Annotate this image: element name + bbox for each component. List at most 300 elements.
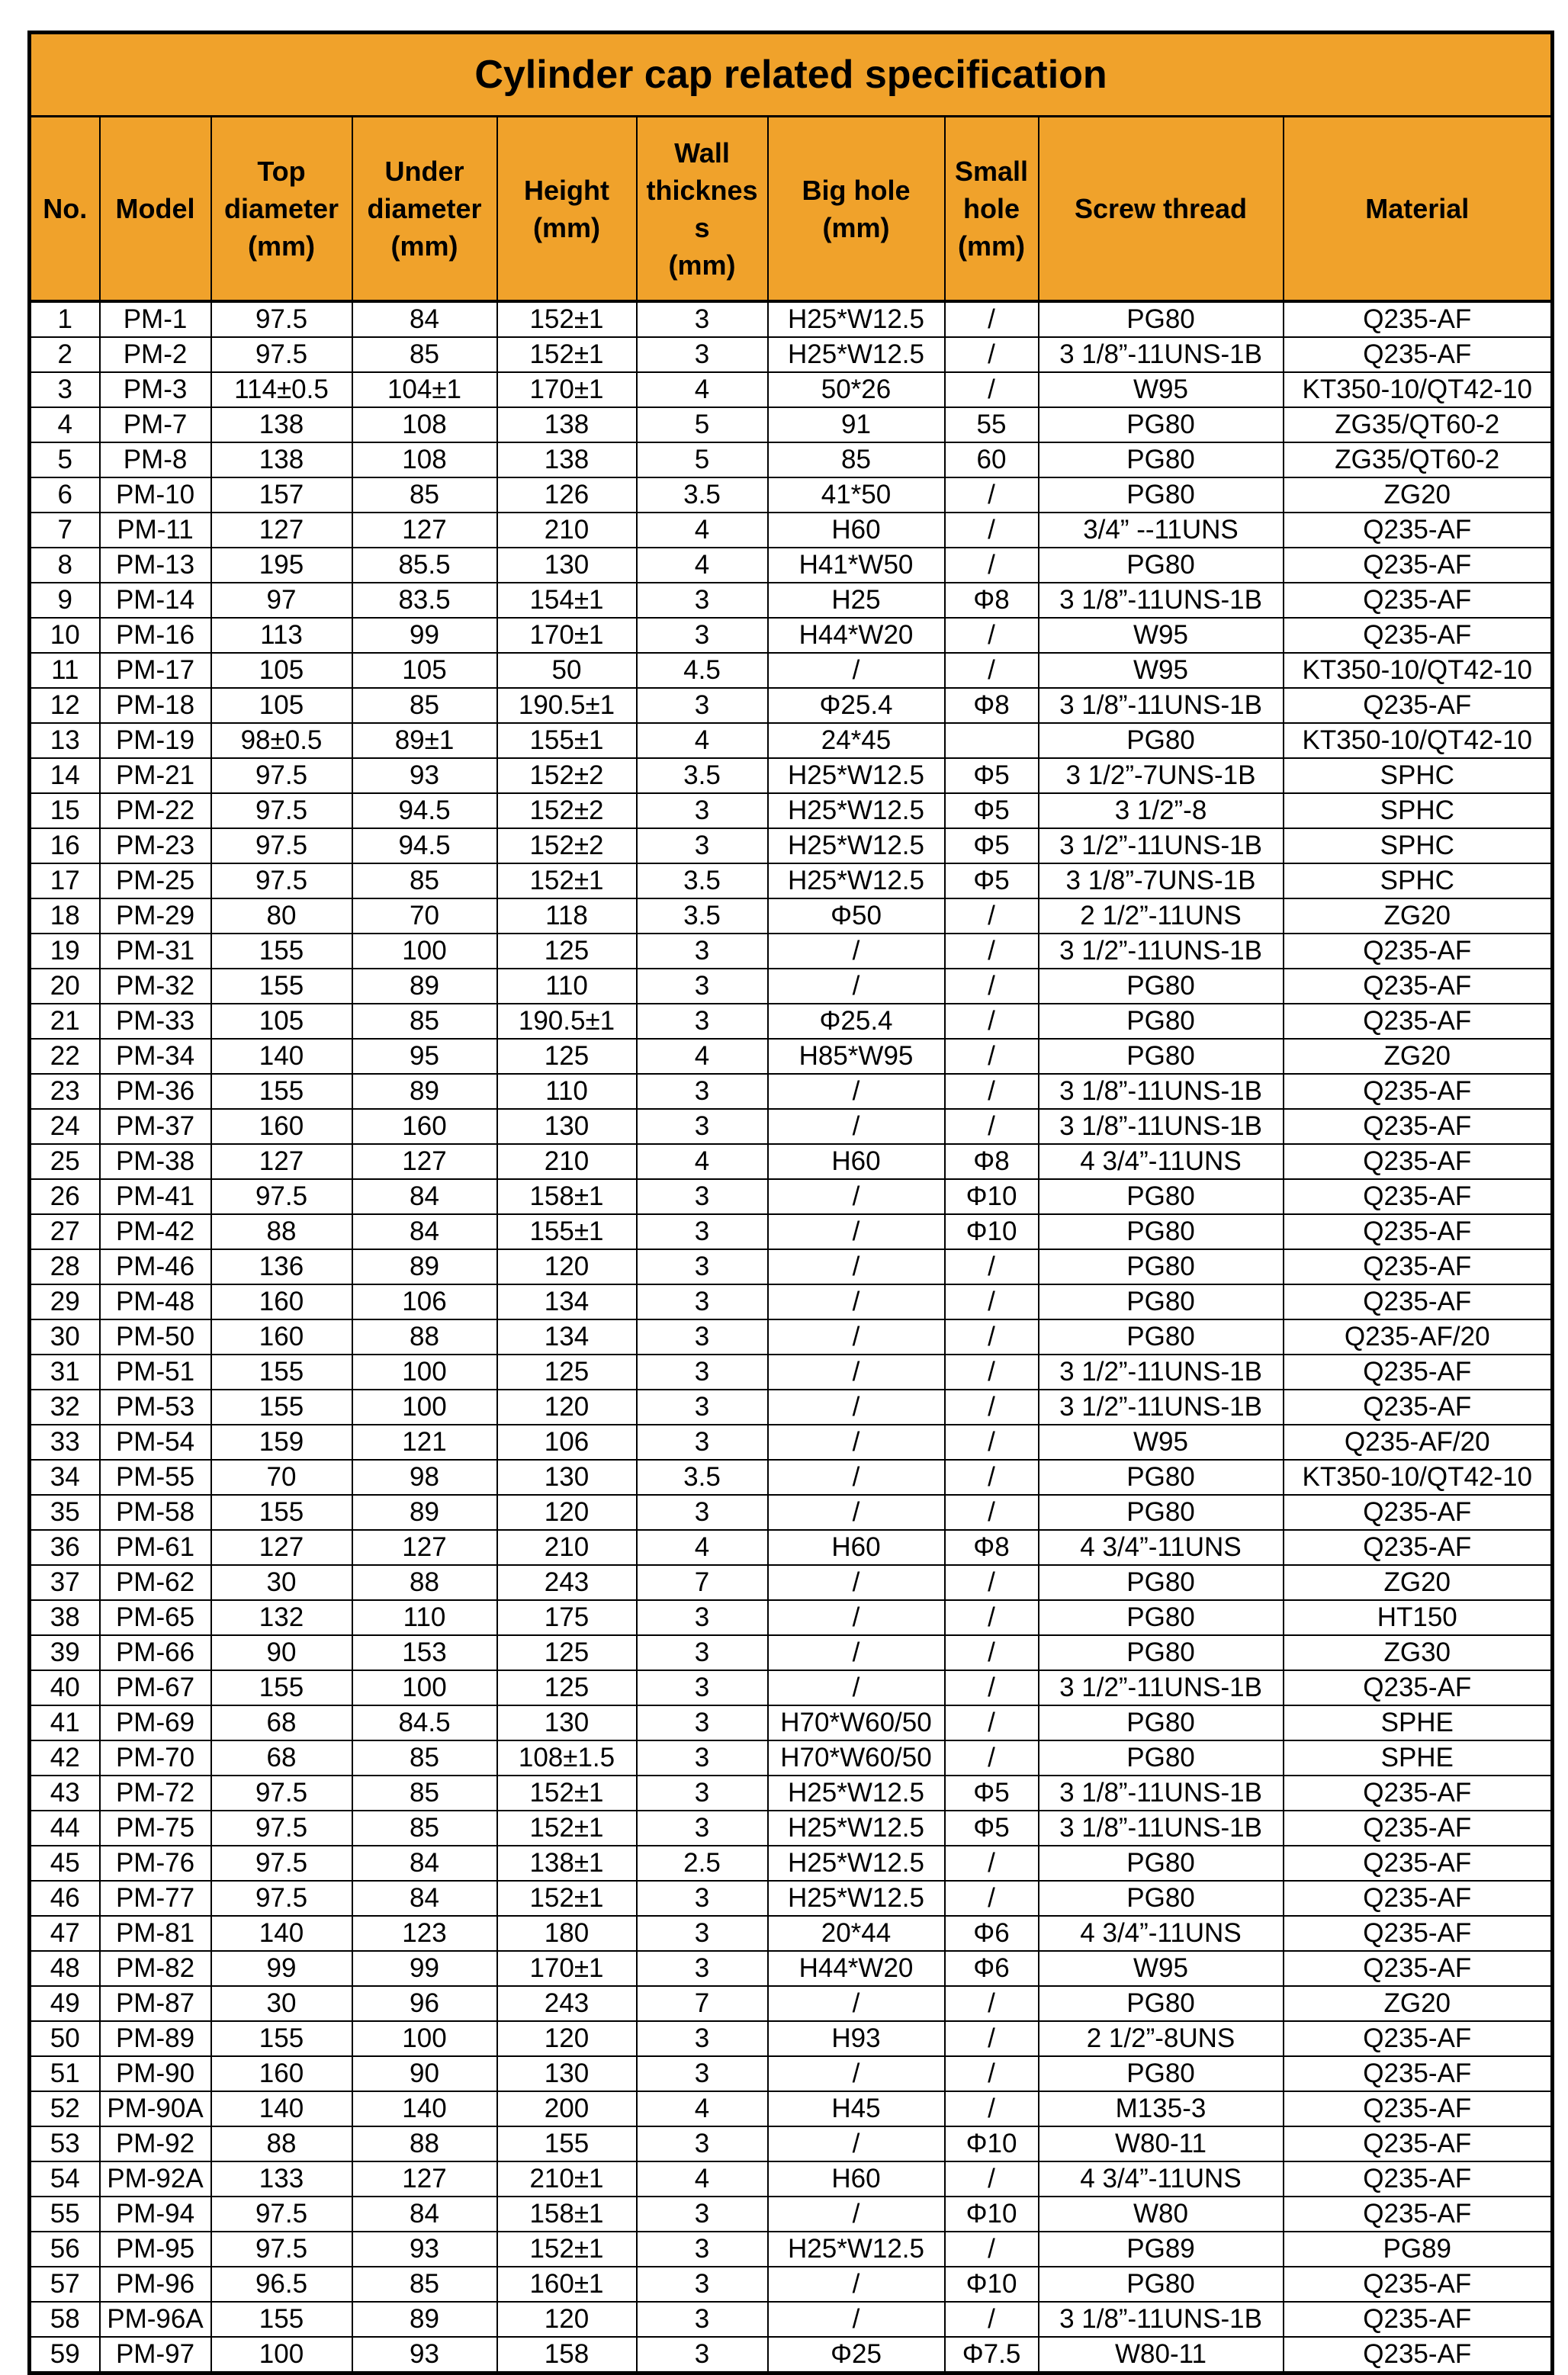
cell-big-hole: H70*W60/50 [768, 1740, 945, 1776]
cell-no: 37 [30, 1565, 100, 1600]
cell-top-diameter: 97.5 [211, 863, 352, 898]
cell-wall-thickness: 3.5 [637, 863, 768, 898]
table-row [30, 2267, 1553, 2302]
cell-screw-thread: 3/4” --11UNS [1039, 513, 1284, 548]
cell-material: Q235-AF [1284, 1916, 1553, 1951]
cell-material: Q235-AF [1284, 1355, 1553, 1390]
cell-under-diameter: 96 [352, 1986, 497, 2021]
cell-under-diameter: 88 [352, 2126, 497, 2161]
column-header-line: (mm) [248, 230, 315, 262]
cell-wall-thickness: 3 [637, 1951, 768, 1986]
cell-screw-thread: 4 3/4”-11UNS [1039, 2161, 1284, 2197]
cell-top-diameter: 155 [211, 1495, 352, 1530]
cell-small-hole: Φ8 [945, 583, 1039, 618]
cell-no: 43 [30, 1776, 100, 1811]
cell-small-hole: / [945, 2302, 1039, 2337]
cell-big-hole: H60 [768, 1144, 945, 1179]
cell-no: 45 [30, 1846, 100, 1881]
cell-no: 56 [30, 2232, 100, 2267]
cell-model: PM-90 [100, 2056, 211, 2091]
cell-small-hole: / [945, 653, 1039, 688]
cell-under-diameter: 93 [352, 758, 497, 793]
cell-no: 18 [30, 898, 100, 934]
cell-height: 152±1 [497, 1776, 637, 1811]
cell-model: PM-16 [100, 618, 211, 653]
cell-model: PM-69 [100, 1705, 211, 1740]
cell-small-hole [945, 723, 1039, 758]
cell-screw-thread: PG80 [1039, 1565, 1284, 1600]
cell-material: Q235-AF/20 [1284, 1425, 1553, 1460]
table-row [30, 477, 1553, 513]
table-row [30, 407, 1553, 442]
cell-under-diameter: 100 [352, 1355, 497, 1390]
cell-wall-thickness: 5 [637, 407, 768, 442]
cell-small-hole: / [945, 1670, 1039, 1705]
cell-no: 38 [30, 1600, 100, 1635]
cell-model: PM-61 [100, 1530, 211, 1565]
cell-under-diameter: 85 [352, 2267, 497, 2302]
column-header-height [497, 117, 637, 302]
cell-screw-thread: PG80 [1039, 1705, 1284, 1740]
column-header-wall-thickness [637, 117, 768, 302]
cell-wall-thickness: 4 [637, 513, 768, 548]
table-row [30, 1705, 1553, 1740]
cell-big-hole: / [768, 1986, 945, 2021]
cell-model: PM-76 [100, 1846, 211, 1881]
cell-screw-thread: PG80 [1039, 1284, 1284, 1319]
cell-material: KT350-10/QT42-10 [1284, 653, 1553, 688]
cell-model: PM-10 [100, 477, 211, 513]
cell-wall-thickness: 3 [637, 1811, 768, 1846]
cell-no: 13 [30, 723, 100, 758]
cell-wall-thickness: 3 [637, 1425, 768, 1460]
cell-big-hole: / [768, 2126, 945, 2161]
cell-big-hole: H85*W95 [768, 1039, 945, 1074]
cell-no: 34 [30, 1460, 100, 1495]
cell-screw-thread: W95 [1039, 372, 1284, 407]
cell-small-hole: Φ6 [945, 1916, 1039, 1951]
cell-small-hole: Φ5 [945, 1811, 1039, 1846]
column-header-line: Screw thread [1074, 193, 1248, 224]
cell-small-hole: / [945, 969, 1039, 1004]
cell-under-diameter: 85 [352, 863, 497, 898]
cell-under-diameter: 70 [352, 898, 497, 934]
cell-top-diameter: 105 [211, 653, 352, 688]
table-row [30, 1635, 1553, 1670]
cell-screw-thread: PG80 [1039, 1460, 1284, 1495]
cell-model: PM-13 [100, 548, 211, 583]
cell-small-hole: / [945, 1635, 1039, 1670]
cell-under-diameter: 100 [352, 1670, 497, 1705]
cell-wall-thickness: 3.5 [637, 898, 768, 934]
cell-model: PM-34 [100, 1039, 211, 1074]
cell-small-hole: / [945, 1004, 1039, 1039]
cell-screw-thread: W80-11 [1039, 2337, 1284, 2373]
cell-small-hole: / [945, 1109, 1039, 1144]
cell-under-diameter: 85 [352, 1004, 497, 1039]
cell-small-hole: Φ5 [945, 758, 1039, 793]
cell-wall-thickness: 3 [637, 1179, 768, 1214]
table-row [30, 1109, 1553, 1144]
cell-top-diameter: 159 [211, 1425, 352, 1460]
cell-material: Q235-AF [1284, 2161, 1553, 2197]
cell-screw-thread: PG80 [1039, 1986, 1284, 2021]
cell-material: Q235-AF [1284, 688, 1553, 723]
cell-height: 138±1 [497, 1846, 637, 1881]
cell-material: Q235-AF/20 [1284, 1319, 1553, 1355]
cell-under-diameter: 93 [352, 2232, 497, 2267]
cell-model: PM-23 [100, 828, 211, 863]
cell-top-diameter: 113 [211, 618, 352, 653]
cell-no: 53 [30, 2126, 100, 2161]
cell-top-diameter: 155 [211, 2021, 352, 2056]
cell-material: ZG20 [1284, 1565, 1553, 1600]
table-row [30, 2337, 1553, 2373]
cell-wall-thickness: 3.5 [637, 758, 768, 793]
cell-under-diameter: 105 [352, 653, 497, 688]
cell-wall-thickness: 3 [637, 1881, 768, 1916]
table-row [30, 1740, 1553, 1776]
cell-under-diameter: 100 [352, 2021, 497, 2056]
cell-small-hole: / [945, 1425, 1039, 1460]
cell-material: ZG20 [1284, 477, 1553, 513]
table-row [30, 2126, 1553, 2161]
cell-model: PM-41 [100, 1179, 211, 1214]
table-row [30, 1600, 1553, 1635]
table-row [30, 513, 1553, 548]
cell-big-hole: 50*26 [768, 372, 945, 407]
cell-wall-thickness: 3 [637, 688, 768, 723]
cell-model: PM-46 [100, 1249, 211, 1284]
cell-screw-thread: 4 3/4”-11UNS [1039, 1144, 1284, 1179]
cell-model: PM-70 [100, 1740, 211, 1776]
cell-model: PM-42 [100, 1214, 211, 1249]
cell-under-diameter: 123 [352, 1916, 497, 1951]
cell-under-diameter: 84 [352, 1846, 497, 1881]
table-row [30, 1530, 1553, 1565]
cell-screw-thread: PG80 [1039, 548, 1284, 583]
cell-small-hole: / [945, 2021, 1039, 2056]
cell-model: PM-65 [100, 1600, 211, 1635]
cell-top-diameter: 155 [211, 1355, 352, 1390]
cell-wall-thickness: 5 [637, 442, 768, 477]
cell-no: 23 [30, 1074, 100, 1109]
column-header-line: No. [43, 193, 88, 224]
cell-top-diameter: 30 [211, 1565, 352, 1600]
cell-screw-thread: 3 1/8”-11UNS-1B [1039, 688, 1284, 723]
cell-wall-thickness: 3 [637, 793, 768, 828]
cell-no: 4 [30, 407, 100, 442]
cell-small-hole: / [945, 1249, 1039, 1284]
cell-top-diameter: 70 [211, 1460, 352, 1495]
cell-wall-thickness: 3 [637, 1776, 768, 1811]
cell-big-hole: H25*W12.5 [768, 828, 945, 863]
table-row [30, 1074, 1553, 1109]
cell-material: Q235-AF [1284, 1881, 1553, 1916]
cell-no: 52 [30, 2091, 100, 2126]
table-row [30, 2161, 1553, 2197]
cell-big-hole: Φ25.4 [768, 688, 945, 723]
cell-wall-thickness: 3 [637, 1495, 768, 1530]
cell-top-diameter: 157 [211, 477, 352, 513]
cell-top-diameter: 97.5 [211, 301, 352, 337]
cell-big-hole: H25*W12.5 [768, 301, 945, 337]
cell-small-hole: / [945, 1460, 1039, 1495]
cell-small-hole: / [945, 1881, 1039, 1916]
cell-screw-thread: 3 1/2”-7UNS-1B [1039, 758, 1284, 793]
cell-model: PM-75 [100, 1811, 211, 1846]
cell-screw-thread: PG80 [1039, 477, 1284, 513]
cell-wall-thickness: 3 [637, 1705, 768, 1740]
cell-material: PG89 [1284, 2232, 1553, 2267]
cell-wall-thickness: 3 [637, 969, 768, 1004]
cell-big-hole: H44*W20 [768, 1951, 945, 1986]
cell-no: 26 [30, 1179, 100, 1214]
cell-wall-thickness: 3 [637, 1740, 768, 1776]
cell-top-diameter: 127 [211, 513, 352, 548]
cell-wall-thickness: 2.5 [637, 1846, 768, 1881]
cell-screw-thread: 3 1/2”-11UNS-1B [1039, 1355, 1284, 1390]
cell-height: 125 [497, 1355, 637, 1390]
cell-material: ZG20 [1284, 1986, 1553, 2021]
cell-material: Q235-AF [1284, 1495, 1553, 1530]
cell-height: 152±1 [497, 301, 637, 337]
cell-under-diameter: 88 [352, 1565, 497, 1600]
cell-big-hole: / [768, 1074, 945, 1109]
cell-wall-thickness: 4 [637, 372, 768, 407]
cell-big-hole: H25*W12.5 [768, 1846, 945, 1881]
cell-small-hole: Φ5 [945, 793, 1039, 828]
column-header-under-diameter [352, 117, 497, 302]
cell-top-diameter: 99 [211, 1951, 352, 1986]
cell-screw-thread: PG89 [1039, 2232, 1284, 2267]
cell-big-hole: 24*45 [768, 723, 945, 758]
cell-top-diameter: 97 [211, 583, 352, 618]
cell-no: 32 [30, 1390, 100, 1425]
cell-under-diameter: 110 [352, 1600, 497, 1635]
column-header-screw-thread [1039, 117, 1284, 302]
table-row [30, 2197, 1553, 2232]
cell-top-diameter: 140 [211, 1039, 352, 1074]
cell-wall-thickness: 3 [637, 1916, 768, 1951]
cell-material: Q235-AF [1284, 1811, 1553, 1846]
cell-material: Q235-AF [1284, 2302, 1553, 2337]
cell-material: Q235-AF [1284, 1846, 1553, 1881]
cell-wall-thickness: 3 [637, 934, 768, 969]
cell-small-hole: 55 [945, 407, 1039, 442]
cell-material: ZG20 [1284, 898, 1553, 934]
cell-height: 152±1 [497, 863, 637, 898]
cell-top-diameter: 100 [211, 2337, 352, 2373]
cell-model: PM-37 [100, 1109, 211, 1144]
cell-under-diameter: 127 [352, 2161, 497, 2197]
cell-screw-thread: PG80 [1039, 1495, 1284, 1530]
cell-no: 47 [30, 1916, 100, 1951]
cell-top-diameter: 97.5 [211, 1881, 352, 1916]
cell-material: KT350-10/QT42-10 [1284, 1460, 1553, 1495]
cell-height: 170±1 [497, 1951, 637, 1986]
cell-small-hole: Φ7.5 [945, 2337, 1039, 2373]
table-row [30, 793, 1553, 828]
column-header-line: (mm) [668, 249, 736, 281]
cell-small-hole: / [945, 477, 1039, 513]
cell-material: Q235-AF [1284, 1004, 1553, 1039]
cell-big-hole: H25*W12.5 [768, 1776, 945, 1811]
column-header-line: Model [115, 193, 195, 224]
cell-no: 1 [30, 301, 100, 337]
cell-screw-thread: W95 [1039, 1951, 1284, 1986]
cell-under-diameter: 121 [352, 1425, 497, 1460]
cell-top-diameter: 97.5 [211, 337, 352, 372]
table-row [30, 723, 1553, 758]
cell-small-hole: Φ5 [945, 1776, 1039, 1811]
cell-screw-thread: W95 [1039, 618, 1284, 653]
cell-under-diameter: 83.5 [352, 583, 497, 618]
table-row [30, 758, 1553, 793]
cell-wall-thickness: 3 [637, 1600, 768, 1635]
cell-model: PM-81 [100, 1916, 211, 1951]
cell-under-diameter: 85 [352, 337, 497, 372]
cell-height: 175 [497, 1600, 637, 1635]
cell-height: 190.5±1 [497, 688, 637, 723]
table-row [30, 1284, 1553, 1319]
cell-top-diameter: 155 [211, 1390, 352, 1425]
cell-height: 155±1 [497, 723, 637, 758]
column-header-line: Wall [674, 137, 730, 169]
cell-under-diameter: 153 [352, 1635, 497, 1670]
cell-no: 54 [30, 2161, 100, 2197]
cell-big-hole: / [768, 653, 945, 688]
column-header-line: Material [1365, 193, 1470, 224]
cell-no: 6 [30, 477, 100, 513]
cell-under-diameter: 90 [352, 2056, 497, 2091]
cell-under-diameter: 89 [352, 1074, 497, 1109]
cell-big-hole: / [768, 1425, 945, 1460]
table-row [30, 1846, 1553, 1881]
column-header-big-hole [768, 117, 945, 302]
cell-screw-thread: PG80 [1039, 1319, 1284, 1355]
cell-small-hole: / [945, 513, 1039, 548]
cell-small-hole: / [945, 301, 1039, 337]
cell-height: 120 [497, 1390, 637, 1425]
cell-height: 210 [497, 1530, 637, 1565]
table-row [30, 2302, 1553, 2337]
cell-no: 39 [30, 1635, 100, 1670]
table-row [30, 828, 1553, 863]
cell-top-diameter: 88 [211, 1214, 352, 1249]
cell-top-diameter: 68 [211, 1705, 352, 1740]
cell-screw-thread: M135-3 [1039, 2091, 1284, 2126]
cell-no: 40 [30, 1670, 100, 1705]
cell-model: PM-87 [100, 1986, 211, 2021]
table-row [30, 2091, 1553, 2126]
cell-big-hole: / [768, 2197, 945, 2232]
cell-big-hole: / [768, 1635, 945, 1670]
cell-wall-thickness: 7 [637, 1565, 768, 1600]
column-header-line: Small [954, 156, 1029, 187]
table-row [30, 1390, 1553, 1425]
cell-top-diameter: 138 [211, 442, 352, 477]
cell-top-diameter: 132 [211, 1600, 352, 1635]
cell-wall-thickness: 3 [637, 2126, 768, 2161]
cell-wall-thickness: 3 [637, 828, 768, 863]
cell-screw-thread: 3 1/2”-11UNS-1B [1039, 934, 1284, 969]
cell-under-diameter: 85 [352, 477, 497, 513]
cell-no: 58 [30, 2302, 100, 2337]
cell-model: PM-77 [100, 1881, 211, 1916]
cell-small-hole: Φ10 [945, 2197, 1039, 2232]
cell-big-hole: Φ25 [768, 2337, 945, 2373]
cell-small-hole: / [945, 1039, 1039, 1074]
column-header-line: Top [257, 156, 306, 187]
cell-height: 118 [497, 898, 637, 934]
column-header-line: s [694, 211, 710, 243]
cell-material: SPHC [1284, 793, 1553, 828]
cell-big-hole: H25*W12.5 [768, 793, 945, 828]
cell-no: 8 [30, 548, 100, 583]
cell-under-diameter: 94.5 [352, 828, 497, 863]
cell-screw-thread: PG80 [1039, 2056, 1284, 2091]
cell-no: 16 [30, 828, 100, 863]
cell-big-hole: H70*W60/50 [768, 1705, 945, 1740]
cell-no: 22 [30, 1039, 100, 1074]
cell-no: 46 [30, 1881, 100, 1916]
cell-screw-thread: 3 1/8”-11UNS-1B [1039, 1074, 1284, 1109]
table-row [30, 1916, 1553, 1951]
cell-top-diameter: 140 [211, 2091, 352, 2126]
cell-material: HT150 [1284, 1600, 1553, 1635]
cell-top-diameter: 133 [211, 2161, 352, 2197]
cell-top-diameter: 97.5 [211, 2197, 352, 2232]
cell-big-hole: H25*W12.5 [768, 1881, 945, 1916]
cell-no: 25 [30, 1144, 100, 1179]
cell-model: PM-18 [100, 688, 211, 723]
cell-model: PM-95 [100, 2232, 211, 2267]
cell-big-hole: / [768, 1179, 945, 1214]
cell-big-hole: 85 [768, 442, 945, 477]
cell-big-hole: / [768, 1109, 945, 1144]
cell-small-hole: / [945, 1986, 1039, 2021]
cell-material: SPHC [1284, 828, 1553, 863]
cell-top-diameter: 195 [211, 548, 352, 583]
cell-material: Q235-AF [1284, 2337, 1553, 2373]
cell-screw-thread: 4 3/4”-11UNS [1039, 1916, 1284, 1951]
cell-model: PM-51 [100, 1355, 211, 1390]
cell-screw-thread: PG80 [1039, 1881, 1284, 1916]
cell-height: 152±2 [497, 758, 637, 793]
cell-screw-thread: PG80 [1039, 301, 1284, 337]
cell-model: PM-31 [100, 934, 211, 969]
cell-material: Q235-AF [1284, 618, 1553, 653]
cell-screw-thread: 3 1/8”-11UNS-1B [1039, 2302, 1284, 2337]
table-row [30, 1495, 1553, 1530]
cell-height: 152±2 [497, 828, 637, 863]
cell-big-hole: / [768, 2267, 945, 2302]
cell-model: PM-17 [100, 653, 211, 688]
cell-top-diameter: 97.5 [211, 793, 352, 828]
cell-small-hole: / [945, 2056, 1039, 2091]
cell-wall-thickness: 4 [637, 1530, 768, 1565]
cell-wall-thickness: 3 [637, 618, 768, 653]
table-row [30, 301, 1553, 337]
cell-height: 120 [497, 1495, 637, 1530]
cell-height: 130 [497, 548, 637, 583]
cell-top-diameter: 140 [211, 1916, 352, 1951]
cell-screw-thread: 3 1/8”-11UNS-1B [1039, 337, 1284, 372]
cell-top-diameter: 97.5 [211, 2232, 352, 2267]
cell-top-diameter: 136 [211, 1249, 352, 1284]
cell-under-diameter: 89 [352, 2302, 497, 2337]
